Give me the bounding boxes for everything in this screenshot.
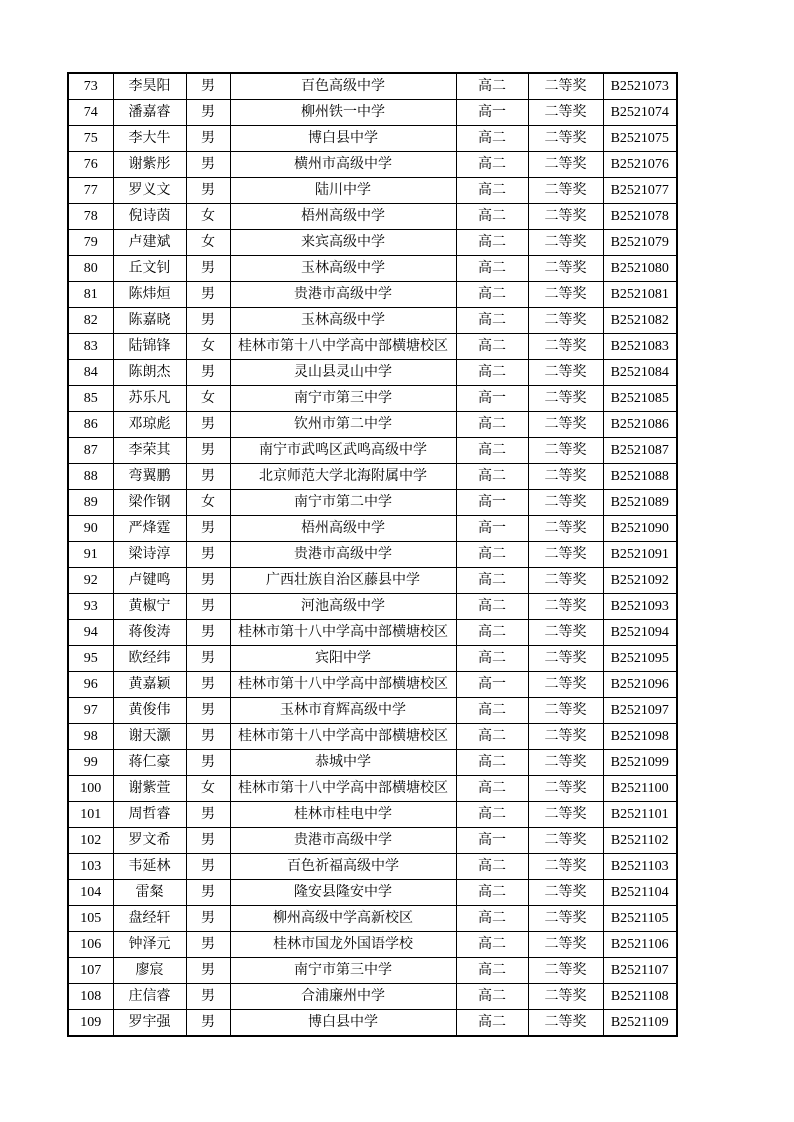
student-name-cell: 黄椒宁	[113, 594, 186, 620]
award-cell: 二等奖	[528, 594, 603, 620]
award-cell: 二等奖	[528, 750, 603, 776]
school-cell: 玉林高级中学	[230, 256, 456, 282]
student-name-cell: 蒋俊涛	[113, 620, 186, 646]
grade-cell: 高二	[456, 256, 528, 282]
student-name-cell: 卢键鸣	[113, 568, 186, 594]
table-row	[68, 464, 677, 490]
certificate-id-cell: B2521075	[603, 126, 677, 152]
certificate-id-cell: B2521081	[603, 282, 677, 308]
student-name-cell: 韦延林	[113, 854, 186, 880]
student-name-cell: 周哲睿	[113, 802, 186, 828]
gender-cell: 女	[186, 386, 230, 412]
row-number-cell: 93	[68, 594, 113, 620]
school-cell: 百色高级中学	[230, 73, 456, 100]
row-number-cell: 85	[68, 386, 113, 412]
award-cell: 二等奖	[528, 932, 603, 958]
certificate-id-cell: B2521095	[603, 646, 677, 672]
table-row	[68, 568, 677, 594]
gender-cell: 男	[186, 126, 230, 152]
award-cell: 二等奖	[528, 646, 603, 672]
table-row	[68, 204, 677, 230]
student-name-cell: 李大牛	[113, 126, 186, 152]
grade-cell: 高一	[456, 100, 528, 126]
student-name-cell: 梁作钢	[113, 490, 186, 516]
table-row	[68, 828, 677, 854]
row-number-cell: 96	[68, 672, 113, 698]
award-cell: 二等奖	[528, 334, 603, 360]
school-cell: 博白县中学	[230, 1010, 456, 1037]
student-name-cell: 陈嘉晓	[113, 308, 186, 334]
gender-cell: 女	[186, 334, 230, 360]
table-row	[68, 126, 677, 152]
grade-cell: 高二	[456, 880, 528, 906]
certificate-id-cell: B2521093	[603, 594, 677, 620]
certificate-id-cell: B2521108	[603, 984, 677, 1010]
grade-cell: 高一	[456, 386, 528, 412]
certificate-id-cell: B2521101	[603, 802, 677, 828]
student-name-cell: 罗义文	[113, 178, 186, 204]
award-cell: 二等奖	[528, 152, 603, 178]
student-name-cell: 苏乐凡	[113, 386, 186, 412]
student-name-cell: 蒋仁豪	[113, 750, 186, 776]
student-name-cell: 陈炜烜	[113, 282, 186, 308]
gender-cell: 男	[186, 828, 230, 854]
award-cell: 二等奖	[528, 542, 603, 568]
grade-cell: 高二	[456, 178, 528, 204]
row-number-cell: 86	[68, 412, 113, 438]
school-cell: 钦州市第二中学	[230, 412, 456, 438]
grade-cell: 高二	[456, 542, 528, 568]
award-cell: 二等奖	[528, 568, 603, 594]
table-row	[68, 802, 677, 828]
certificate-id-cell: B2521083	[603, 334, 677, 360]
school-cell: 贵港市高级中学	[230, 282, 456, 308]
row-number-cell: 78	[68, 204, 113, 230]
row-number-cell: 79	[68, 230, 113, 256]
grade-cell: 高二	[456, 958, 528, 984]
student-name-cell: 黄俊伟	[113, 698, 186, 724]
certificate-id-cell: B2521104	[603, 880, 677, 906]
award-cell: 二等奖	[528, 100, 603, 126]
school-cell: 梧州高级中学	[230, 204, 456, 230]
table-row	[68, 646, 677, 672]
table-row	[68, 542, 677, 568]
grade-cell: 高二	[456, 724, 528, 750]
gender-cell: 男	[186, 412, 230, 438]
table-row	[68, 594, 677, 620]
school-cell: 陆川中学	[230, 178, 456, 204]
student-name-cell: 严烽霆	[113, 516, 186, 542]
grade-cell: 高二	[456, 126, 528, 152]
grade-cell: 高二	[456, 438, 528, 464]
award-cell: 二等奖	[528, 828, 603, 854]
row-number-cell: 88	[68, 464, 113, 490]
gender-cell: 女	[186, 776, 230, 802]
certificate-id-cell: B2521106	[603, 932, 677, 958]
award-cell: 二等奖	[528, 620, 603, 646]
award-cell: 二等奖	[528, 958, 603, 984]
award-cell: 二等奖	[528, 256, 603, 282]
school-cell: 来宾高级中学	[230, 230, 456, 256]
student-name-cell: 雷粲	[113, 880, 186, 906]
certificate-id-cell: B2521096	[603, 672, 677, 698]
school-cell: 灵山县灵山中学	[230, 360, 456, 386]
gender-cell: 男	[186, 178, 230, 204]
row-number-cell: 75	[68, 126, 113, 152]
table-row	[68, 100, 677, 126]
gender-cell: 女	[186, 204, 230, 230]
table-row	[68, 256, 677, 282]
gender-cell: 男	[186, 854, 230, 880]
row-number-cell: 94	[68, 620, 113, 646]
row-number-cell: 89	[68, 490, 113, 516]
gender-cell: 男	[186, 73, 230, 100]
grade-cell: 高一	[456, 516, 528, 542]
grade-cell: 高二	[456, 204, 528, 230]
certificate-id-cell: B2521086	[603, 412, 677, 438]
school-cell: 桂林市第十八中学高中部横塘校区	[230, 672, 456, 698]
grade-cell: 高二	[456, 594, 528, 620]
grade-cell: 高二	[456, 230, 528, 256]
school-cell: 宾阳中学	[230, 646, 456, 672]
table-row	[68, 854, 677, 880]
certificate-id-cell: B2521087	[603, 438, 677, 464]
grade-cell: 高二	[456, 152, 528, 178]
table-row	[68, 776, 677, 802]
award-cell: 二等奖	[528, 386, 603, 412]
gender-cell: 女	[186, 230, 230, 256]
school-cell: 隆安县隆安中学	[230, 880, 456, 906]
gender-cell: 男	[186, 620, 230, 646]
certificate-id-cell: B2521103	[603, 854, 677, 880]
table-row	[68, 620, 677, 646]
certificate-id-cell: B2521099	[603, 750, 677, 776]
certificate-id-cell: B2521090	[603, 516, 677, 542]
award-cell: 二等奖	[528, 464, 603, 490]
gender-cell: 男	[186, 750, 230, 776]
row-number-cell: 103	[68, 854, 113, 880]
student-name-cell: 陈朗杰	[113, 360, 186, 386]
student-name-cell: 倪诗茵	[113, 204, 186, 230]
table-row	[68, 984, 677, 1010]
grade-cell: 高二	[456, 282, 528, 308]
table-row	[68, 724, 677, 750]
table-row	[68, 490, 677, 516]
school-cell: 河池高级中学	[230, 594, 456, 620]
award-cell: 二等奖	[528, 438, 603, 464]
table-row	[68, 73, 677, 100]
school-cell: 横州市高级中学	[230, 152, 456, 178]
award-cell: 二等奖	[528, 360, 603, 386]
gender-cell: 男	[186, 542, 230, 568]
grade-cell: 高二	[456, 750, 528, 776]
row-number-cell: 99	[68, 750, 113, 776]
student-name-cell: 钟泽元	[113, 932, 186, 958]
row-number-cell: 97	[68, 698, 113, 724]
certificate-id-cell: B2521107	[603, 958, 677, 984]
certificate-id-cell: B2521079	[603, 230, 677, 256]
certificate-id-cell: B2521089	[603, 490, 677, 516]
award-cell: 二等奖	[528, 204, 603, 230]
gender-cell: 男	[186, 724, 230, 750]
award-cell: 二等奖	[528, 854, 603, 880]
grade-cell: 高二	[456, 620, 528, 646]
table-row	[68, 308, 677, 334]
grade-cell: 高二	[456, 464, 528, 490]
row-number-cell: 77	[68, 178, 113, 204]
student-name-cell: 谢天灏	[113, 724, 186, 750]
certificate-id-cell: B2521077	[603, 178, 677, 204]
row-number-cell: 107	[68, 958, 113, 984]
school-cell: 恭城中学	[230, 750, 456, 776]
school-cell: 贵港市高级中学	[230, 542, 456, 568]
row-number-cell: 105	[68, 906, 113, 932]
certificate-id-cell: B2521094	[603, 620, 677, 646]
table-row	[68, 750, 677, 776]
row-number-cell: 109	[68, 1010, 113, 1037]
student-name-cell: 谢紫萱	[113, 776, 186, 802]
certificate-id-cell: B2521102	[603, 828, 677, 854]
grade-cell: 高一	[456, 490, 528, 516]
row-number-cell: 87	[68, 438, 113, 464]
certificate-id-cell: B2521085	[603, 386, 677, 412]
school-cell: 合浦廉州中学	[230, 984, 456, 1010]
student-name-cell: 盘经轩	[113, 906, 186, 932]
row-number-cell: 74	[68, 100, 113, 126]
table-row	[68, 412, 677, 438]
student-name-cell: 潘嘉睿	[113, 100, 186, 126]
gender-cell: 男	[186, 646, 230, 672]
table-row	[68, 672, 677, 698]
certificate-id-cell: B2521076	[603, 152, 677, 178]
school-cell: 桂林市国龙外国语学校	[230, 932, 456, 958]
row-number-cell: 95	[68, 646, 113, 672]
row-number-cell: 106	[68, 932, 113, 958]
gender-cell: 男	[186, 932, 230, 958]
student-name-cell: 李昊阳	[113, 73, 186, 100]
student-name-cell: 李荣其	[113, 438, 186, 464]
certificate-id-cell: B2521073	[603, 73, 677, 100]
student-name-cell: 廖宸	[113, 958, 186, 984]
table-row	[68, 178, 677, 204]
grade-cell: 高二	[456, 984, 528, 1010]
award-cell: 二等奖	[528, 126, 603, 152]
award-cell: 二等奖	[528, 282, 603, 308]
certificate-id-cell: B2521074	[603, 100, 677, 126]
student-name-cell: 黄嘉颖	[113, 672, 186, 698]
award-cell: 二等奖	[528, 776, 603, 802]
table-row	[68, 1010, 677, 1037]
gender-cell: 男	[186, 568, 230, 594]
grade-cell: 高二	[456, 1010, 528, 1037]
certificate-id-cell: B2521080	[603, 256, 677, 282]
gender-cell: 男	[186, 282, 230, 308]
award-cell: 二等奖	[528, 880, 603, 906]
grade-cell: 高二	[456, 412, 528, 438]
row-number-cell: 100	[68, 776, 113, 802]
gender-cell: 男	[186, 672, 230, 698]
grade-cell: 高二	[456, 906, 528, 932]
table-row	[68, 282, 677, 308]
gender-cell: 男	[186, 906, 230, 932]
row-number-cell: 104	[68, 880, 113, 906]
school-cell: 柳州高级中学高新校区	[230, 906, 456, 932]
certificate-id-cell: B2521092	[603, 568, 677, 594]
school-cell: 广西壮族自治区藤县中学	[230, 568, 456, 594]
gender-cell: 女	[186, 490, 230, 516]
row-number-cell: 91	[68, 542, 113, 568]
school-cell: 梧州高级中学	[230, 516, 456, 542]
gender-cell: 男	[186, 100, 230, 126]
table-row	[68, 880, 677, 906]
student-name-cell: 罗文希	[113, 828, 186, 854]
table-row	[68, 906, 677, 932]
table-row	[68, 438, 677, 464]
award-cell: 二等奖	[528, 230, 603, 256]
grade-cell: 高二	[456, 854, 528, 880]
award-cell: 二等奖	[528, 1010, 603, 1037]
school-cell: 南宁市第三中学	[230, 958, 456, 984]
school-cell: 博白县中学	[230, 126, 456, 152]
table-row	[68, 386, 677, 412]
student-name-cell: 陆锦锋	[113, 334, 186, 360]
award-table-body	[68, 73, 677, 1036]
school-cell: 南宁市第三中学	[230, 386, 456, 412]
row-number-cell: 80	[68, 256, 113, 282]
school-cell: 玉林市育辉高级中学	[230, 698, 456, 724]
grade-cell: 高一	[456, 672, 528, 698]
certificate-id-cell: B2521091	[603, 542, 677, 568]
certificate-id-cell: B2521082	[603, 308, 677, 334]
award-cell: 二等奖	[528, 724, 603, 750]
certificate-id-cell: B2521109	[603, 1010, 677, 1037]
table-row	[68, 516, 677, 542]
student-name-cell: 卢建斌	[113, 230, 186, 256]
school-cell: 玉林高级中学	[230, 308, 456, 334]
school-cell: 桂林市第十八中学高中部横塘校区	[230, 724, 456, 750]
row-number-cell: 101	[68, 802, 113, 828]
student-name-cell: 谢紫彤	[113, 152, 186, 178]
gender-cell: 男	[186, 516, 230, 542]
award-list-table	[67, 72, 678, 1037]
row-number-cell: 98	[68, 724, 113, 750]
grade-cell: 高二	[456, 308, 528, 334]
school-cell: 南宁市第二中学	[230, 490, 456, 516]
row-number-cell: 73	[68, 73, 113, 100]
gender-cell: 男	[186, 802, 230, 828]
school-cell: 桂林市第十八中学高中部横塘校区	[230, 620, 456, 646]
award-cell: 二等奖	[528, 490, 603, 516]
row-number-cell: 83	[68, 334, 113, 360]
row-number-cell: 84	[68, 360, 113, 386]
student-name-cell: 罗宇强	[113, 1010, 186, 1037]
grade-cell: 高二	[456, 568, 528, 594]
grade-cell: 高二	[456, 646, 528, 672]
student-name-cell: 弯翼鹏	[113, 464, 186, 490]
award-cell: 二等奖	[528, 308, 603, 334]
row-number-cell: 82	[68, 308, 113, 334]
gender-cell: 男	[186, 438, 230, 464]
row-number-cell: 108	[68, 984, 113, 1010]
certificate-id-cell: B2521084	[603, 360, 677, 386]
award-cell: 二等奖	[528, 516, 603, 542]
gender-cell: 男	[186, 698, 230, 724]
school-cell: 贵港市高级中学	[230, 828, 456, 854]
student-name-cell: 庄信睿	[113, 984, 186, 1010]
student-name-cell: 梁诗淳	[113, 542, 186, 568]
school-cell: 百色祈福高级中学	[230, 854, 456, 880]
gender-cell: 男	[186, 1010, 230, 1037]
student-name-cell: 丘文钊	[113, 256, 186, 282]
gender-cell: 男	[186, 152, 230, 178]
gender-cell: 男	[186, 594, 230, 620]
certificate-id-cell: B2521097	[603, 698, 677, 724]
row-number-cell: 102	[68, 828, 113, 854]
award-cell: 二等奖	[528, 178, 603, 204]
school-cell: 桂林市第十八中学高中部横塘校区	[230, 776, 456, 802]
award-cell: 二等奖	[528, 984, 603, 1010]
award-cell: 二等奖	[528, 906, 603, 932]
row-number-cell: 76	[68, 152, 113, 178]
grade-cell: 高二	[456, 698, 528, 724]
grade-cell: 高二	[456, 802, 528, 828]
table-row	[68, 360, 677, 386]
gender-cell: 男	[186, 256, 230, 282]
grade-cell: 高二	[456, 73, 528, 100]
gender-cell: 男	[186, 880, 230, 906]
gender-cell: 男	[186, 308, 230, 334]
award-cell: 二等奖	[528, 672, 603, 698]
certificate-id-cell: B2521105	[603, 906, 677, 932]
grade-cell: 高二	[456, 360, 528, 386]
school-cell: 柳州铁一中学	[230, 100, 456, 126]
school-cell: 桂林市第十八中学高中部横塘校区	[230, 334, 456, 360]
grade-cell: 高一	[456, 828, 528, 854]
student-name-cell: 邓琼彪	[113, 412, 186, 438]
certificate-id-cell: B2521098	[603, 724, 677, 750]
grade-cell: 高二	[456, 334, 528, 360]
certificate-id-cell: B2521078	[603, 204, 677, 230]
row-number-cell: 92	[68, 568, 113, 594]
award-cell: 二等奖	[528, 698, 603, 724]
award-cell: 二等奖	[528, 412, 603, 438]
table-row	[68, 932, 677, 958]
table-row	[68, 334, 677, 360]
school-cell: 南宁市武鸣区武鸣高级中学	[230, 438, 456, 464]
row-number-cell: 81	[68, 282, 113, 308]
award-cell: 二等奖	[528, 802, 603, 828]
gender-cell: 男	[186, 360, 230, 386]
school-cell: 桂林市桂电中学	[230, 802, 456, 828]
grade-cell: 高二	[456, 932, 528, 958]
gender-cell: 男	[186, 984, 230, 1010]
grade-cell: 高二	[456, 776, 528, 802]
table-row	[68, 698, 677, 724]
row-number-cell: 90	[68, 516, 113, 542]
student-name-cell: 欧经纬	[113, 646, 186, 672]
gender-cell: 男	[186, 464, 230, 490]
table-row	[68, 958, 677, 984]
school-cell: 北京师范大学北海附属中学	[230, 464, 456, 490]
table-row	[68, 230, 677, 256]
certificate-id-cell: B2521100	[603, 776, 677, 802]
table-row	[68, 152, 677, 178]
gender-cell: 男	[186, 958, 230, 984]
award-cell: 二等奖	[528, 73, 603, 100]
certificate-id-cell: B2521088	[603, 464, 677, 490]
